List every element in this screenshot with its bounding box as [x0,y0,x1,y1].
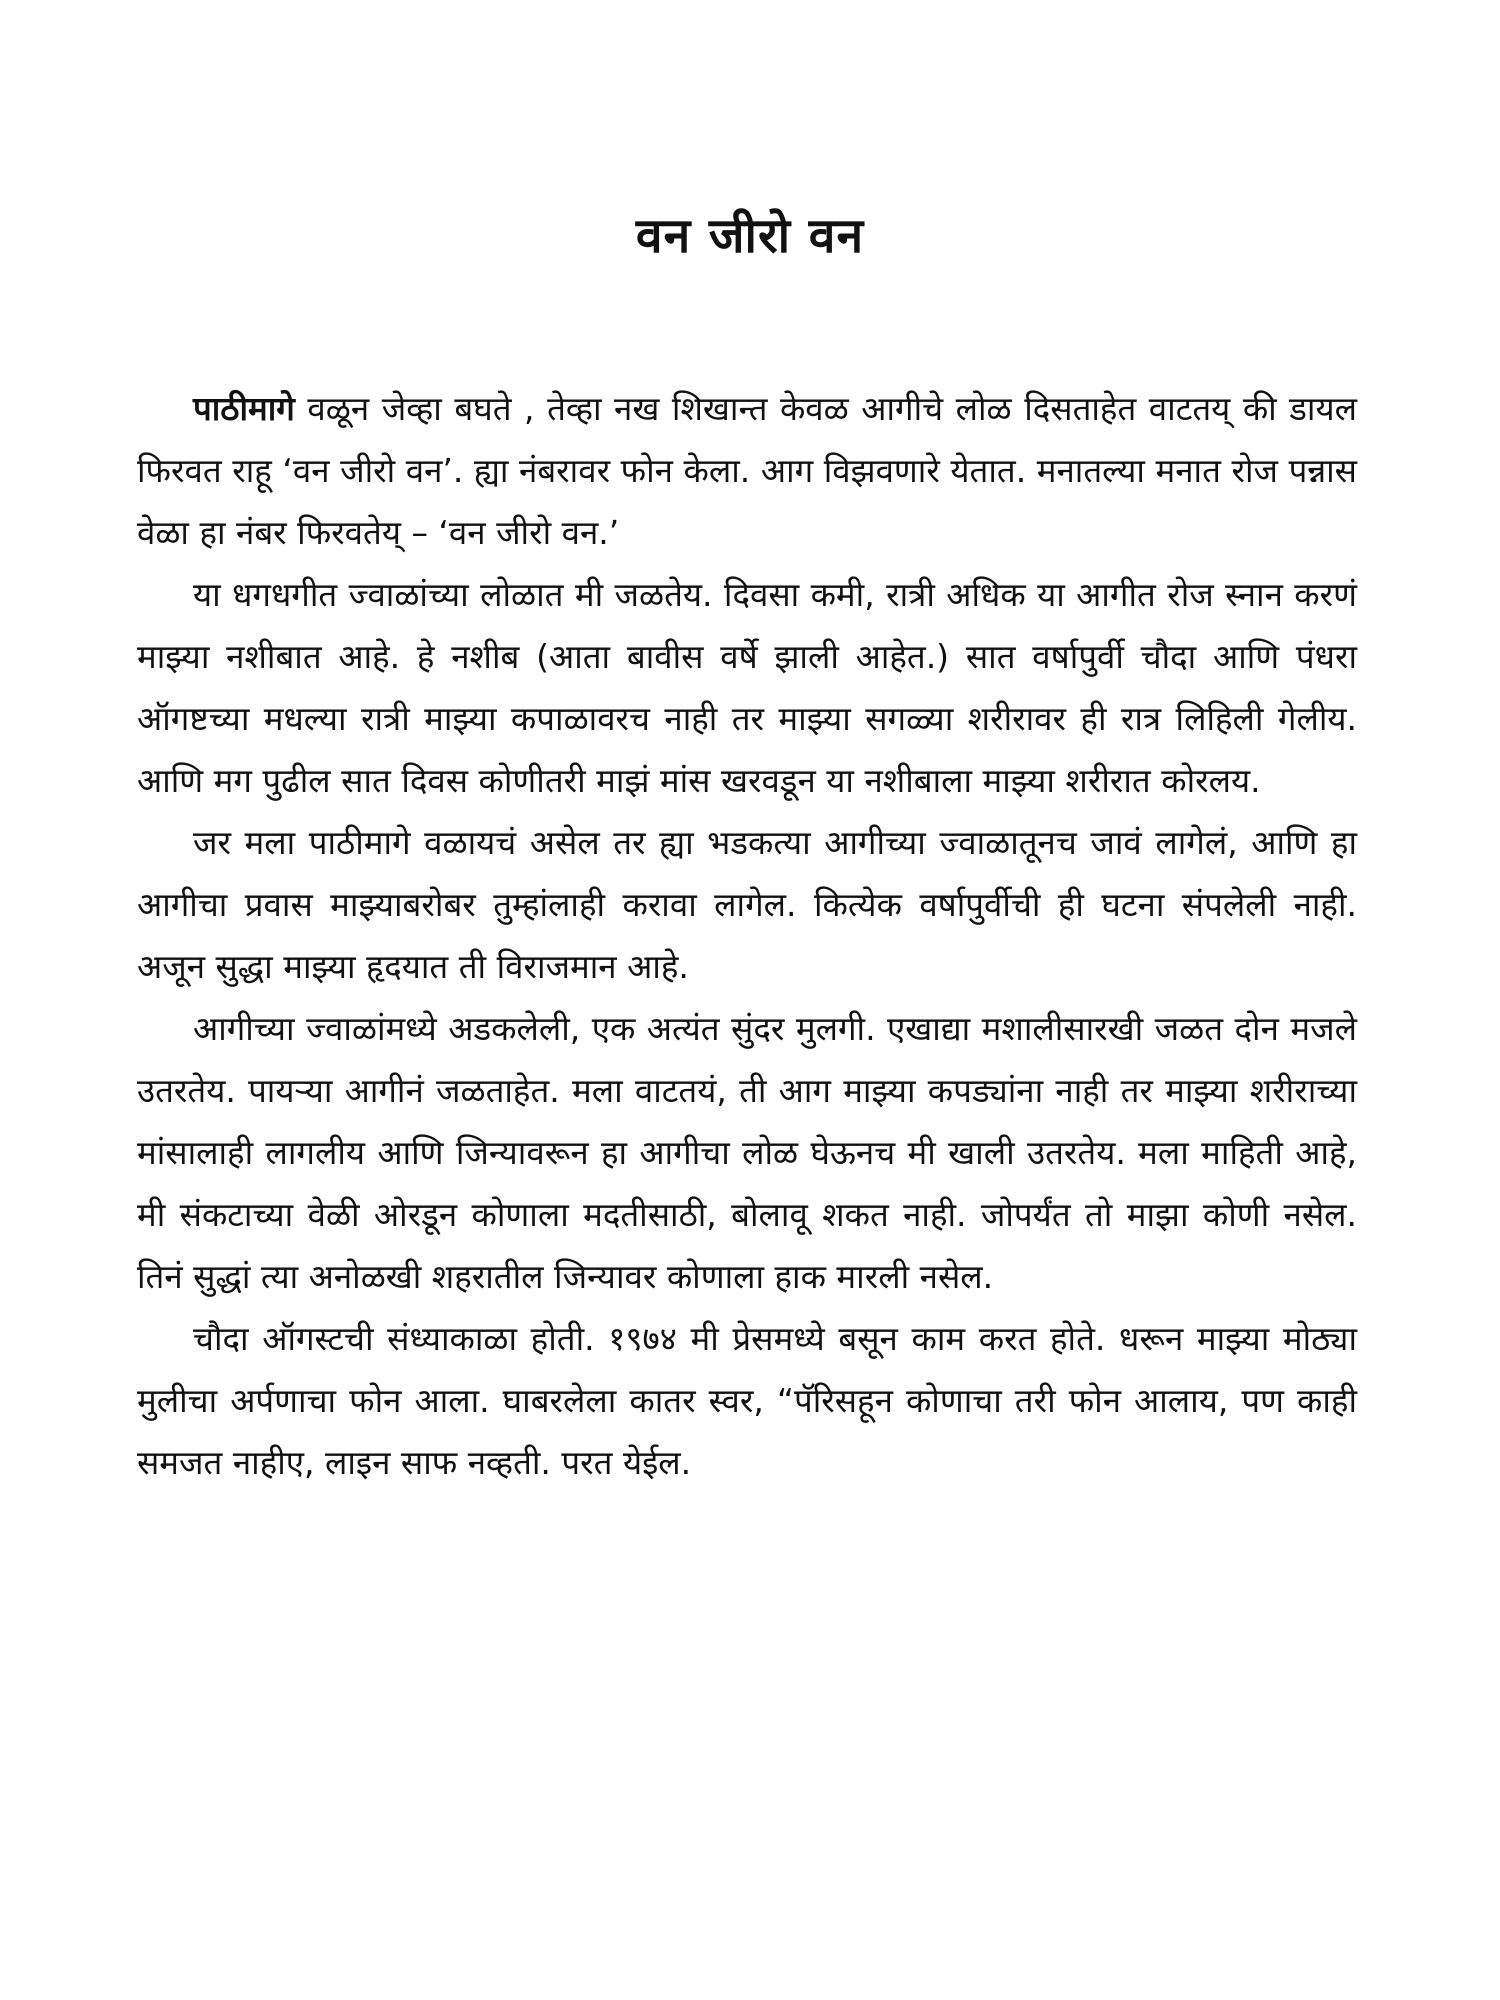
paragraph-3: जर मला पाठीमागे वळायचं असेल तर ह्या भडकत्या आगीच्या ज्वाळातूनच जावं लागेलं, आणि हा आगीचा प्रवास माझ्याबरोबर तुम्हांलाही करावा लागेल. कित्येक वर्षापुर्वीची ही घटना संपलेली नाही. अजून सुद्धा माझ्या हृदयात ती विराजमान आहे. [137,823,1357,986]
body-text [137,378,1357,1494]
paragraph-1-text: वळून जेव्हा बघते , तेव्हा नख शिखान्त केवळ आगीचे लोळ दिसताहेत वाटतय् की डायल फिरवत राहू ‘वन जीरो वन’. ह्या नंबरावर फोन केला. आग विझवणारे येतात. मनातल्या मनात रोज पन्नास वेळा हा नंबर फिरवतेय् – ‘वन जीरो वन.’ [137,389,1357,552]
paragraph-1 [137,378,1357,564]
paragraph-4: आगीच्या ज्वाळांमध्ये अडकलेली, एक अत्यंत सुंदर मुलगी. एखाद्या मशालीसारखी जळत दोन मजले उतरतेय. पायऱ्या आगीनं जळताहेत. मला वाटतयं, ती आग माझ्या कपड्यांना नाही तर माझ्या शरीराच्या मांसालाही लागलीय आणि जिन्यावरून हा आगीचा लोळ घेऊनच मी खाली उतरतेय. मला माहिती आहे, मी संकटाच्या वेळी ओरडून कोणाला मदतीसाठी, बोलावू शकत नाही. जोपर्यंत तो माझा कोणी नसेल. तिनं सुद्धां त्या अनोळखी शहरातील जिन्यावर कोणाला हाक मारली नसेल. [137,1009,1357,1296]
paragraph-lead-word: पाठीमागे [193,389,295,428]
paragraph-2: या धगधगीत ज्वाळांच्या लोळात मी जळतेय. दिवसा कमी, रात्री अधिक या आगीत रोज स्नान करणं माझ्या नशीबात आहे. हे नशीब (आता बावीस वर्षे झाली आहेत.) सात वर्षापुर्वी चौदा आणि पंधरा ऑगष्टच्या मधल्या रात्री माझ्या कपाळावरच नाही तर माझ्या सगळ्या शरीरावर ही रात्र लिहिली गेलीय. आणि मग पुढील सात दिवस कोणीतरी माझं मांस खरवडून या नशीबाला माझ्या शरीरात कोरलय. [137,575,1357,800]
paragraph-5: चौदा ऑगस्टची संध्याकाळा होती. १९७४ मी प्रेसमध्ये बसून काम करत होते. धरून माझ्या मोठ्या मुलीचा अर्पणाचा फोन आला. घाबरलेला कातर स्वर, “पॅरिसहून कोणाचा तरी फोन आलाय, पण काही समजत नाहीए, लाइन साफ नव्हती. परत येईल. [137,1319,1357,1482]
page-title: वन जीरो वन [635,208,865,264]
